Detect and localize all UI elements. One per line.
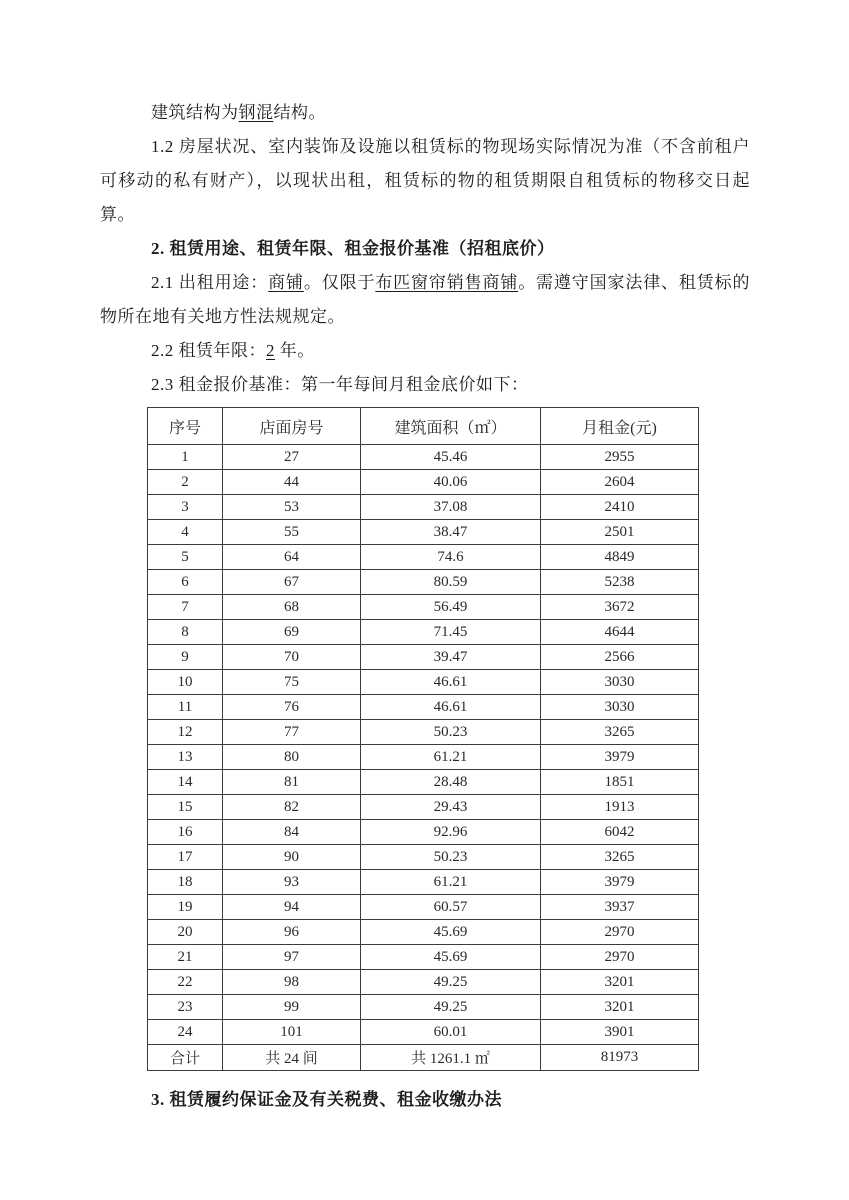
table-cell: 6042	[541, 820, 699, 845]
table-cell: 3030	[541, 670, 699, 695]
text-run: 1.2 房屋状况、室内装饰及设施以租赁标的物现场实际情况为准（不含前租户可移动的私有财产），以现状出租，租赁标的物的租赁期限自租赁标的物移交日起算。	[100, 137, 750, 224]
table-cell: 10	[148, 670, 223, 695]
table-cell: 69	[223, 620, 361, 645]
table-cell: 82	[223, 795, 361, 820]
table-cell: 18	[148, 870, 223, 895]
table-cell: 15	[148, 795, 223, 820]
table-cell: 3	[148, 495, 223, 520]
table-cell: 81973	[541, 1045, 699, 1071]
table-cell: 16	[148, 820, 223, 845]
table-cell: 56.49	[361, 595, 541, 620]
table-cell: 45.46	[361, 445, 541, 470]
paragraph-clause-1-2	[100, 130, 750, 232]
table-row	[148, 1045, 699, 1071]
table-cell: 12	[148, 720, 223, 745]
table-cell: 3201	[541, 970, 699, 995]
table-row	[148, 845, 699, 870]
table-cell: 61.21	[361, 745, 541, 770]
text-run: 。需遵守国家法律、租赁标的物所在地有关地方性法规规定。	[100, 273, 750, 326]
table-row	[148, 595, 699, 620]
underlined-text: 钢混	[238, 103, 274, 122]
text-run: 2.2 租赁年限：	[151, 341, 266, 360]
table-row	[148, 408, 699, 445]
table-cell: 共 24 间	[223, 1045, 361, 1071]
table-row	[148, 945, 699, 970]
table-cell: 3979	[541, 745, 699, 770]
text-run: 3. 租赁履约保证金及有关税费、租金收缴办法	[151, 1090, 502, 1109]
table-cell: 68	[223, 595, 361, 620]
table-cell: 合计	[148, 1045, 223, 1071]
table-row	[148, 870, 699, 895]
table-cell: 建筑面积（㎡）	[361, 408, 541, 445]
table-cell: 84	[223, 820, 361, 845]
table-cell: 20	[148, 920, 223, 945]
table-cell: 80.59	[361, 570, 541, 595]
table-cell: 50.23	[361, 845, 541, 870]
table-cell: 3901	[541, 1020, 699, 1045]
table-row	[148, 495, 699, 520]
table-cell: 9	[148, 645, 223, 670]
table-cell: 49.25	[361, 970, 541, 995]
table-cell: 75	[223, 670, 361, 695]
table-cell: 2604	[541, 470, 699, 495]
table-row	[148, 720, 699, 745]
text-run: 2.1 出租用途：	[151, 273, 269, 292]
table-cell: 2566	[541, 645, 699, 670]
table-cell: 50.23	[361, 720, 541, 745]
table-cell: 2501	[541, 520, 699, 545]
table-cell: 38.47	[361, 520, 541, 545]
table-row	[148, 795, 699, 820]
table-cell: 21	[148, 945, 223, 970]
table-cell: 90	[223, 845, 361, 870]
table-cell: 月租金(元)	[541, 408, 699, 445]
table-cell: 60.57	[361, 895, 541, 920]
table-cell: 13	[148, 745, 223, 770]
table-cell: 1913	[541, 795, 699, 820]
table-total-row	[148, 1045, 699, 1071]
table-body	[148, 445, 699, 1045]
table-cell: 93	[223, 870, 361, 895]
table-cell: 96	[223, 920, 361, 945]
table-row	[148, 520, 699, 545]
table-row	[148, 620, 699, 645]
table-cell: 2	[148, 470, 223, 495]
table-row	[148, 645, 699, 670]
table-cell: 序号	[148, 408, 223, 445]
table-cell: 74.6	[361, 545, 541, 570]
table-cell: 46.61	[361, 695, 541, 720]
table-cell: 71.45	[361, 620, 541, 645]
table-cell: 4849	[541, 545, 699, 570]
underlined-text: 布匹窗帘销售商铺	[375, 273, 519, 292]
table-cell: 3201	[541, 995, 699, 1020]
table-row	[148, 920, 699, 945]
table-cell: 22	[148, 970, 223, 995]
table-cell: 37.08	[361, 495, 541, 520]
table-cell: 2955	[541, 445, 699, 470]
table-cell: 3672	[541, 595, 699, 620]
text-run: 结构。	[273, 103, 326, 122]
table-row	[148, 670, 699, 695]
table-cell: 8	[148, 620, 223, 645]
text-run: 年。	[275, 341, 315, 360]
table-row	[148, 545, 699, 570]
rent-base-price-table	[147, 407, 699, 1071]
paragraph-building-structure	[100, 96, 750, 130]
table-cell: 23	[148, 995, 223, 1020]
text-run: 2. 租赁用途、租赁年限、租金报价基准（招租底价）	[151, 239, 555, 258]
table-cell: 45.69	[361, 920, 541, 945]
table-cell: 94	[223, 895, 361, 920]
table-cell: 29.43	[361, 795, 541, 820]
table-cell: 2970	[541, 945, 699, 970]
table-cell: 2410	[541, 495, 699, 520]
text-run: 2.3 租金报价基准：第一年每间月租金底价如下：	[151, 375, 529, 394]
table-cell: 55	[223, 520, 361, 545]
table-cell: 3937	[541, 895, 699, 920]
heading-section-2	[100, 232, 750, 266]
table-cell: 40.06	[361, 470, 541, 495]
table-header	[148, 408, 699, 445]
table-cell: 77	[223, 720, 361, 745]
table-cell: 1	[148, 445, 223, 470]
table-row	[148, 570, 699, 595]
table-cell: 6	[148, 570, 223, 595]
table-cell: 共 1261.1 ㎡	[361, 1045, 541, 1071]
table-cell: 99	[223, 995, 361, 1020]
heading-section-3	[100, 1083, 750, 1117]
table-cell: 80	[223, 745, 361, 770]
table-row	[148, 895, 699, 920]
table-cell: 49.25	[361, 995, 541, 1020]
table-cell: 98	[223, 970, 361, 995]
table-cell: 81	[223, 770, 361, 795]
table-cell: 45.69	[361, 945, 541, 970]
table-row	[148, 995, 699, 1020]
table-cell: 44	[223, 470, 361, 495]
table-cell: 3030	[541, 695, 699, 720]
table-cell: 4644	[541, 620, 699, 645]
table-row	[148, 770, 699, 795]
table-cell: 64	[223, 545, 361, 570]
table-cell: 60.01	[361, 1020, 541, 1045]
table-row	[148, 970, 699, 995]
table-cell: 2970	[541, 920, 699, 945]
table-cell: 店面房号	[223, 408, 361, 445]
table-cell: 1851	[541, 770, 699, 795]
table-cell: 28.48	[361, 770, 541, 795]
table-cell: 61.21	[361, 870, 541, 895]
table-cell: 70	[223, 645, 361, 670]
table-cell: 19	[148, 895, 223, 920]
table-cell: 27	[223, 445, 361, 470]
paragraph-clause-2-3	[100, 368, 750, 402]
table-row	[148, 820, 699, 845]
underlined-text: 商铺	[268, 273, 304, 292]
table-row	[148, 1020, 699, 1045]
table-cell: 46.61	[361, 670, 541, 695]
table-row	[148, 745, 699, 770]
table-cell: 101	[223, 1020, 361, 1045]
table-cell: 3265	[541, 720, 699, 745]
table-cell: 53	[223, 495, 361, 520]
table-row	[148, 470, 699, 495]
text-run: 。仅限于	[303, 273, 376, 292]
table-cell: 92.96	[361, 820, 541, 845]
table-cell: 4	[148, 520, 223, 545]
table-cell: 11	[148, 695, 223, 720]
table-cell: 24	[148, 1020, 223, 1045]
text-run: 建筑结构为	[151, 103, 239, 122]
table-row	[148, 445, 699, 470]
paragraph-clause-2-1	[100, 266, 750, 334]
table-cell: 17	[148, 845, 223, 870]
table-cell: 3265	[541, 845, 699, 870]
underlined-text: 2	[266, 341, 275, 360]
table-cell: 76	[223, 695, 361, 720]
table-cell: 7	[148, 595, 223, 620]
table-row	[148, 695, 699, 720]
table-cell: 97	[223, 945, 361, 970]
paragraph-clause-2-2	[100, 334, 750, 368]
table-cell: 5	[148, 545, 223, 570]
table-cell: 3979	[541, 870, 699, 895]
table-cell: 39.47	[361, 645, 541, 670]
table-cell: 5238	[541, 570, 699, 595]
table-cell: 14	[148, 770, 223, 795]
table-cell: 67	[223, 570, 361, 595]
